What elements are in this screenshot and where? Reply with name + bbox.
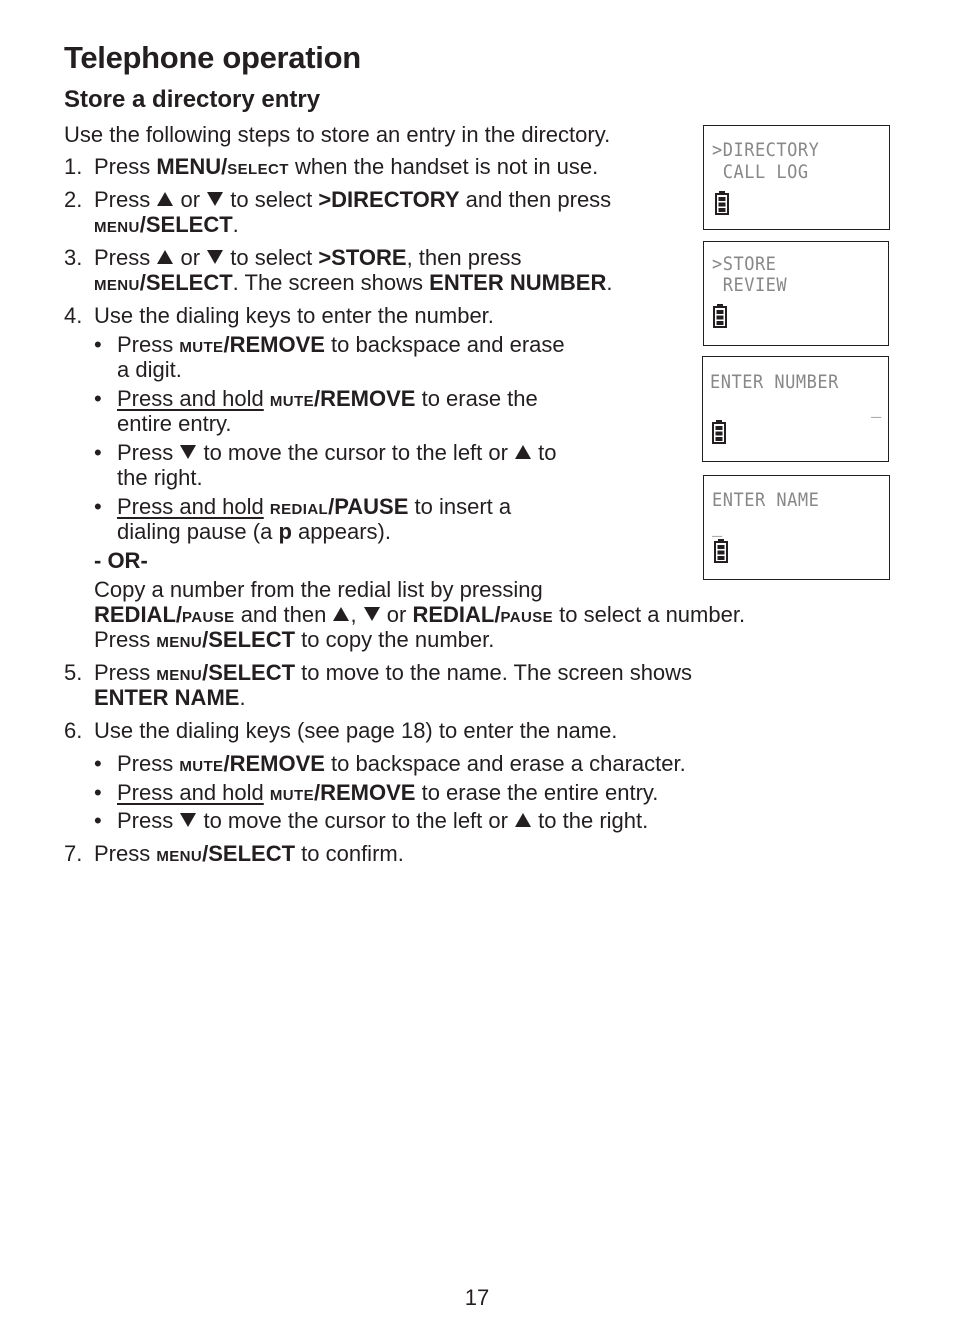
step-2-line-1 (94, 187, 611, 212)
text: to move the cursor to the left or (197, 808, 515, 833)
step-6: Use the dialing keys (see page 18) to enter the name. (94, 718, 618, 743)
text: to copy the number. (295, 627, 495, 652)
step-4-bullet-1 (117, 332, 565, 360)
step-4: Use the dialing keys to enter the number. (94, 303, 494, 328)
step-6-bullet-2 (117, 780, 658, 808)
intro-text: Use the following steps to store an entry in the directory. (64, 122, 611, 147)
text: to move to the name. The screen shows (295, 660, 693, 685)
text: . (239, 685, 246, 710)
text: to (532, 440, 557, 465)
up-arrow-icon (515, 813, 531, 827)
text: . The screen shows (232, 270, 430, 295)
screen-enter-number: ENTER NUMBER (429, 270, 607, 295)
text: , (350, 602, 363, 627)
key-menu: MENU (156, 667, 203, 684)
key-redial: REDIAL (269, 501, 329, 518)
step-3-line-2 (94, 270, 613, 298)
key-menu: MENU (156, 848, 203, 865)
text: and then (234, 602, 333, 627)
lcd-line: ENTER NUMBER (710, 372, 839, 394)
step-4-bullet-2-cont: entire entry. (117, 411, 232, 436)
step-number: 3. (64, 245, 83, 270)
up-arrow-icon (157, 250, 173, 264)
battery-icon (711, 190, 733, 216)
key-menu: MENU/ (156, 154, 228, 179)
copy-line-3 (94, 627, 494, 655)
text: dialing pause (a (117, 519, 279, 544)
down-arrow-icon (180, 445, 196, 459)
text: Press (94, 841, 157, 866)
menu-store: >STORE (318, 245, 407, 270)
key-select: /SELECT (202, 841, 296, 866)
text: Press (94, 187, 157, 212)
step-4-bullet-3-cont: the right. (117, 465, 203, 490)
text: or (380, 602, 413, 627)
lcd-line: REVIEW (712, 275, 788, 297)
bullet-icon: • (94, 440, 102, 465)
bullet-icon: • (94, 751, 102, 776)
step-6-bullet-1 (117, 751, 686, 779)
lcd-screen-store (703, 241, 889, 346)
text: Press (94, 660, 157, 685)
key-pause: /PAUSE (328, 494, 409, 519)
key-remove: /REMOVE (314, 386, 416, 411)
step-4-bullet-1-cont: a digit. (117, 357, 182, 382)
step-number: 7. (64, 841, 83, 866)
text: when the handset is not in use. (288, 154, 599, 179)
step-4-bullet-3 (117, 440, 557, 465)
battery-icon (708, 419, 730, 445)
key-pause: PAUSE (500, 609, 554, 626)
battery-icon (710, 538, 732, 564)
bullet-icon: • (94, 808, 102, 833)
text: Press (117, 808, 180, 833)
key-mute: MUTE (179, 339, 224, 356)
screen-enter-name: ENTER NAME (94, 685, 240, 710)
press-and-hold: Press and hold (117, 780, 264, 805)
down-arrow-icon (180, 813, 196, 827)
copy-line-1: Copy a number from the redial list by pressing (94, 577, 543, 602)
key-select: /SELECT (202, 660, 296, 685)
up-arrow-icon (515, 445, 531, 459)
lcd-screen-enter-number (702, 356, 889, 462)
bullet-icon: • (94, 386, 102, 411)
text: and then press (459, 187, 612, 212)
bullet-icon: • (94, 332, 102, 357)
lcd-line: ENTER NAME (712, 490, 820, 512)
or-divider: - OR- (94, 548, 148, 573)
copy-line-2 (94, 602, 745, 630)
lcd-cursor: _ (871, 397, 882, 419)
key-select: /SELECT (139, 270, 233, 295)
section-heading: Store a directory entry (64, 86, 321, 113)
lcd-screen-enter-name (703, 475, 890, 580)
key-menu: MENU (94, 219, 140, 236)
page-title: Telephone operation (64, 40, 361, 75)
menu-directory: >DIRECTORY (318, 187, 460, 212)
lcd-line: >STORE (712, 254, 777, 276)
text: Press (94, 245, 157, 270)
text: or (174, 245, 207, 270)
text: Press (94, 154, 157, 179)
step-1 (94, 154, 598, 182)
step-number: 4. (64, 303, 83, 328)
step-2-line-2 (94, 212, 239, 240)
lcd-line: >DIRECTORY (712, 140, 820, 162)
step-6-bullet-3 (117, 808, 648, 833)
text: Press (117, 332, 180, 357)
step-4-bullet-4-cont (117, 519, 391, 544)
down-arrow-icon (207, 192, 223, 206)
text: to confirm. (295, 841, 404, 866)
step-4-bullet-4 (117, 494, 511, 522)
down-arrow-icon (207, 250, 223, 264)
key-mute: MUTE (179, 758, 224, 775)
lcd-cursor: _ (712, 516, 723, 538)
lcd-line: CALL LOG (712, 162, 809, 184)
key-remove: /REMOVE (314, 780, 416, 805)
down-arrow-icon (364, 607, 380, 621)
key-pause: PAUSE (182, 609, 235, 626)
bullet-icon: • (94, 494, 102, 519)
text: or (174, 187, 207, 212)
text: . (606, 270, 613, 295)
step-3-line-1 (94, 245, 522, 270)
text: to select (224, 187, 319, 212)
text: to backspace and erase (324, 332, 565, 357)
text: , then press (406, 245, 522, 270)
step-5-line-1 (94, 660, 692, 688)
press-and-hold: Press and hold (117, 494, 264, 519)
text: to move the cursor to the left or (197, 440, 515, 465)
key-menu: MENU (94, 277, 140, 294)
key-select: /SELECT (202, 627, 296, 652)
key-redial: REDIAL/ (94, 602, 182, 627)
key-remove: /REMOVE (223, 751, 325, 776)
up-arrow-icon (333, 607, 349, 621)
step-7 (94, 841, 404, 869)
text: to backspace and erase a character. (324, 751, 686, 776)
key-mute: MUTE (269, 787, 314, 804)
text: . (232, 212, 239, 237)
lcd-screen-directory (703, 125, 890, 230)
step-4-bullet-2 (117, 386, 538, 414)
text: appears). (291, 519, 391, 544)
step-number: 6. (64, 718, 83, 743)
text: to select a number. (553, 602, 746, 627)
pause-char: p (278, 519, 292, 544)
step-number: 5. (64, 660, 83, 685)
text: Press (117, 440, 180, 465)
press-and-hold: Press and hold (117, 386, 264, 411)
page-number: 17 (464, 1285, 490, 1310)
text: to select (224, 245, 319, 270)
text: to the right. (532, 808, 649, 833)
text: Press (94, 627, 157, 652)
step-5-line-2 (94, 685, 246, 710)
battery-icon (709, 303, 731, 329)
text: Press (117, 751, 180, 776)
text: to erase the (415, 386, 538, 411)
key-remove: /REMOVE (223, 332, 325, 357)
key-select: SELECT (227, 161, 289, 178)
up-arrow-icon (157, 192, 173, 206)
key-redial: REDIAL/ (412, 602, 501, 627)
key-select: /SELECT (139, 212, 233, 237)
text: to insert a (408, 494, 512, 519)
key-menu: MENU (156, 634, 203, 651)
bullet-icon: • (94, 780, 102, 805)
step-number: 2. (64, 187, 83, 212)
key-mute: MUTE (269, 393, 314, 410)
text: to erase the entire entry. (415, 780, 659, 805)
step-number: 1. (64, 154, 83, 179)
